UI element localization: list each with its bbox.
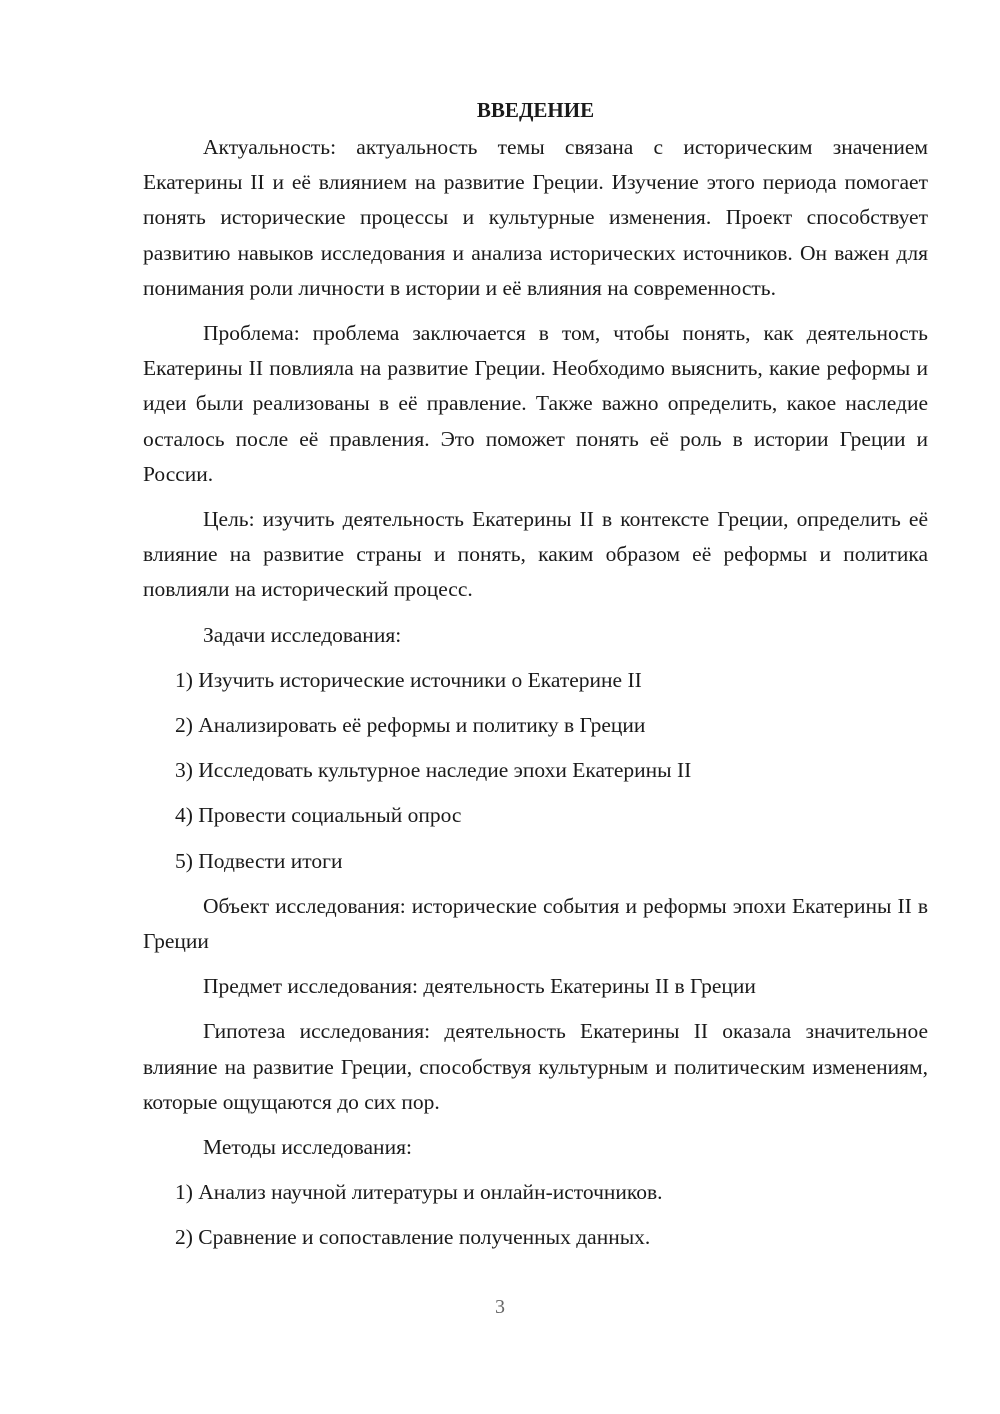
list-item: 3) Исследовать культурное наследие эпохи Екатерины II [175,758,692,783]
methods-list [143,1175,928,1255]
list-item: 1) Изучить исторические источники о Екатерине II [175,667,642,692]
page-title: ВВЕДЕНИЕ [476,98,595,122]
list-item: 4) Провести социальный опрос [175,803,462,828]
document-page [143,92,928,1266]
list-item: 1) Анализ научной литературы и онлайн-источников. [175,1180,663,1205]
list-item: 2) Сравнение и сопоставление полученных данных. [175,1225,651,1250]
list-item: 5) Подвести итоги [175,848,343,873]
methods-title: Методы исследования: [203,1135,412,1160]
relevance-paragraph: Актуальность: актуальность темы связана с историческим значением Екатерины II и её влиянием на развитие Греции. Изучение этого периода помогает понять исторические процессы и культурные изменения. Проект способствует развитию навыков исследования и анализа исторических источников. Он важен для понимания роли личности в истории и её влияния на современность. [143,135,928,300]
problem-paragraph: Проблема: проблема заключается в том, чтобы понять, как деятельность Екатерины II повлияла на развитие Греции. Необходимо выяснить, какие реформы и идеи были реализованы в её правление. Также важно определить, какое наследие осталось после её правления. Это поможет понять её роль в истории Греции и России. [143,321,928,486]
page-number: 3 [495,1296,505,1318]
list-item: 2) Анализировать её реформы и политику в Греции [175,713,646,738]
tasks-title: Задачи исследования: [203,622,402,647]
subject-paragraph: Предмет исследования: деятельность Екатерины II в Греции [203,974,756,999]
goal-paragraph: Цель: изучить деятельность Екатерины II в контексте Греции, определить её влияние на развитие страны и понять, каким образом её реформы и политика повлияли на исторический процесс. [143,507,928,602]
hypothesis-paragraph: Гипотеза исследования: деятельность Екатерины II оказала значительное влияние на развитие Греции, способствуя культурным и политическим изменениям, которые ощущаются до сих пор. [143,1019,928,1114]
tasks-list [143,663,928,879]
object-paragraph: Объект исследования: исторические события и реформы эпохи Екатерины II в Греции [143,893,928,954]
